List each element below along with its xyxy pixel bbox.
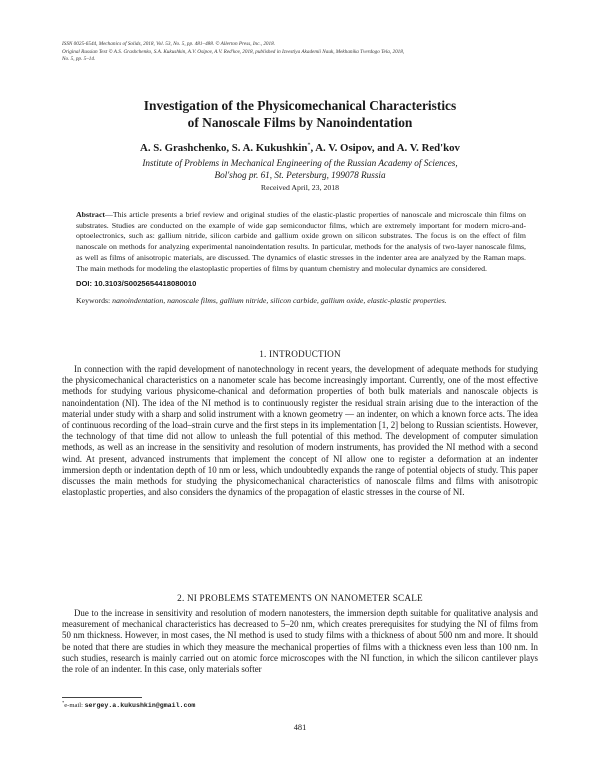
section-heading-introduction: 1. INTRODUCTION [259,349,341,359]
affiliation-line-2: Bol'shog pr. 61, St. Petersburg, 199078 Russia [214,170,386,181]
page-number: 481 [293,723,307,732]
abstract-text: This article presents a brief review and original studies of the elastic-plastic properties of nanoscale and microscale thin films on substrates. Studies are conducted on the example of wide gap semiconductor films, which are extremely important for modern micro-and-optoelectronics, such as: gallium nitride, silicon carbide and gallium oxide grown on silicon substrates. The focus is on the effect of film nanoscale on methods for analyzing experimental nanoindentation results. In particular, methods for the analysis of two-layer nanoscale films, as well as films of anisotropic materials, are discussed. The dynamics of elastic stresses in the indenter area are analyzed by the Raman maps. The main methods for modeling the elastoplastic properties of films by quantum chemistry and molecular dynamics are considered. [76,210,526,273]
header-line-3: No. 5, pp. 5–14. [62,56,96,63]
title-line-2: of Nanoscale Films by Nanoindentation [187,114,413,130]
abstract [76,210,526,274]
footnote-label: e-mail: [64,702,85,710]
keywords [76,295,526,306]
affiliation-line-1: Institute of Problems in Mechanical Engineering of the Russian Academy of Sciences, [142,158,458,168]
footnote [62,700,362,709]
keywords-label: Keywords: [76,296,111,305]
journal-header [62,41,542,64]
footnote-marker: * [62,700,65,705]
doi: DOI: 10.3103/S0025654418080010 [76,279,197,288]
author-list [70,142,530,154]
header-line-2: Original Russian Text © A.S. Grashchenko, S.A. Kukushkin, A.V. Osipov, A.V. Red'kov, 2018, published in Izvestiya Akademii Nauk, Mekhanika Tverdogo Tela, 2018, [62,48,405,55]
footnote-divider [62,697,142,698]
section-heading-ni-problems: 2. NI PROBLEMS STATEMENTS ON NANOMETER SCALE [177,593,423,603]
paper-title [70,98,530,131]
keywords-text: nanoindentation, nanoscale films, gallium nitride, silicon carbide, gallium oxide, elastic-plastic properties. [112,296,447,305]
authors-first: A. S. Grashchenko, S. A. Kukushkin [140,142,308,154]
received-date: Received April, 23, 2018 [260,183,340,192]
title-line-1: Investigation of the Physicomechanical Characteristics [143,98,457,113]
footnote-email: sergey.a.kukushkin@gmail.com [84,702,196,710]
header-line-1: ISSN 0025-6544, Mechanics of Solids, 2018, Vol. 53, No. 5, pp. 481–488. © Allerton Press, Inc., 2018. [62,41,276,47]
authors-rest: , A. V. Osipov, and A. V. Red'kov [310,142,460,154]
abstract-dash: — [105,210,113,219]
section-text-introduction: In connection with the rapid development of nanotechnology in recent years, the development of adequate methods for studying the physicomechanical characteristics on a nanometer scale has become increasingly important. Currently, one of the most effective methods for studying various physicome-chanical and deformation properties of both bulk materials and nanoscale objects is nanoindentation (NI). The idea of the NI method is to continuously register the residual strain arising due to the interaction of the material under study with a sharp and solid instrument with a known geometry — an indenter, on which a known force acts. The idea of continuous recording of the load–strain curve and the first steps in its implementation [1, 2] belong to Russian scientists. However, the technology of that time did not allow to unleash the full potential of this method. The development of computer simulation methods, as well as an increase in the sensitivity and resolution of modern instruments, has provided the NI method with a second wind. At present, advanced instruments that implement the concept of NI allow one to register a deformation at an indenter immersion depth or indentation depth of 10 nm or less, which undoubtedly expands the range of potential objects of study. This paper discusses the main methods for studying the physicomechanical characteristics of nanoscale films and films with anisotropic elastoplastic properties, and also considers the dynamics of the propagation of elastic stresses in the course of NI. [62,364,538,498]
section-text-ni-problems: Due to the increase in sensitivity and resolution of modern nanotesters, the immersion depth suitable for qualitative analysis and measurement of mechanical characteristics has decreased to 5–20 nm, which creates prerequisites for studying the NI of films from 50 nm thickness. However, in most cases, the NI method is used to study films with a thickness of about 500 nm and more. It should be noted that there are studies in which they measure the mechanical properties of films with a thickness even less than 100 nm. In such studies, research is mainly carried out on atomic force microscopes with the NI function, in which the silicon cantilever plays the role of an indenter. In this case, only materials softer [62,608,538,675]
corresponding-author-marker: * [307,142,311,149]
affiliation [70,157,530,182]
abstract-label: Abstract [76,210,106,219]
